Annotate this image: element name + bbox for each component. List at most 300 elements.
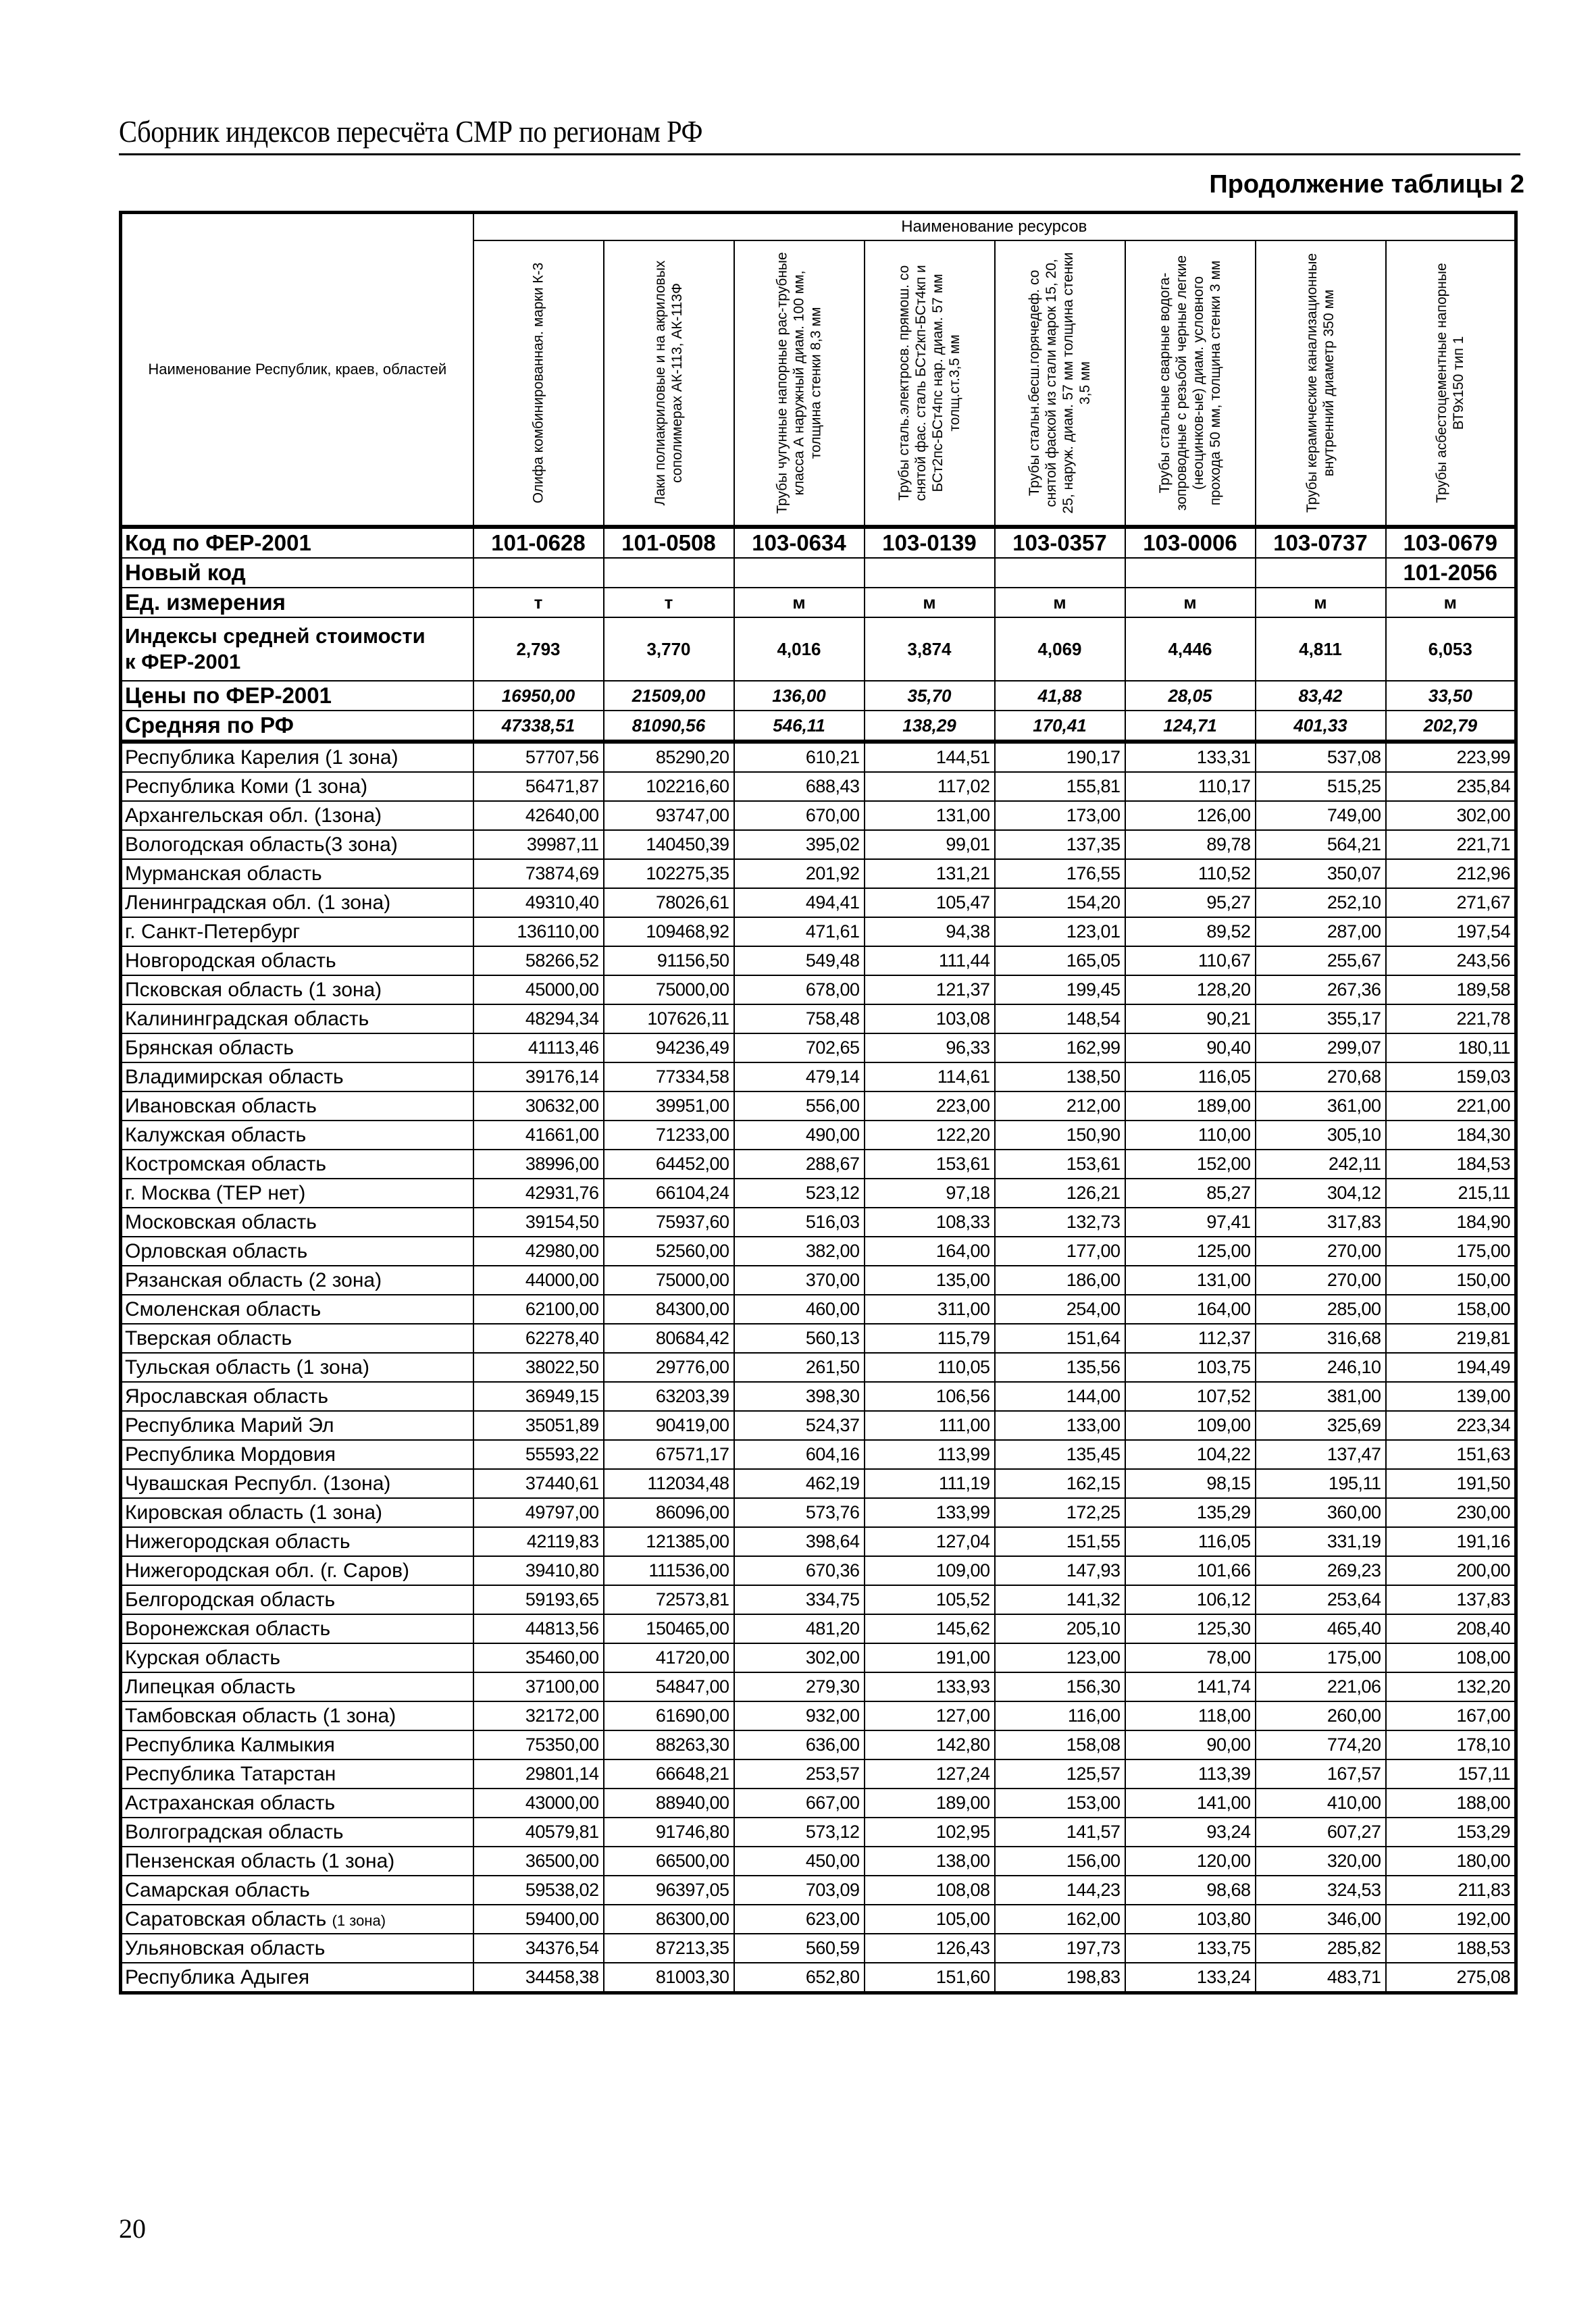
value-cell: 91156,50: [604, 946, 734, 975]
value-cell: 162,00: [995, 1905, 1125, 1934]
units-row: [121, 588, 1516, 617]
value-cell: 175,00: [1386, 1237, 1516, 1266]
value-cell: 112,37: [1125, 1324, 1256, 1353]
table-row: [121, 1353, 1516, 1382]
table-row: [121, 1091, 1516, 1121]
value-cell: 39951,00: [604, 1091, 734, 1121]
value-cell: 93,24: [1125, 1818, 1256, 1847]
value-cell: 127,24: [865, 1759, 995, 1789]
value-cell: 117,02: [865, 772, 995, 801]
value-cell: 35460,00: [473, 1643, 604, 1672]
value-cell: 86096,00: [604, 1498, 734, 1527]
fer-code-row-cell: 103-0737: [1256, 527, 1386, 558]
region-name: г. Санкт-Петербург: [125, 920, 301, 943]
value-cell: 66500,00: [604, 1847, 734, 1876]
value-cell: 299,07: [1256, 1033, 1386, 1062]
value-cell: 137,83: [1386, 1585, 1516, 1614]
value-cell: 325,69: [1256, 1411, 1386, 1440]
value-cell: 151,63: [1386, 1440, 1516, 1469]
region-name: Саратовская область: [125, 1907, 327, 1930]
index-label-line1: Индексы средней стоимости: [125, 624, 426, 648]
value-cell: 670,36: [734, 1556, 865, 1585]
value-cell: 29801,14: [473, 1759, 604, 1789]
value-cell: 515,25: [1256, 772, 1386, 801]
region-name-cell: [121, 1179, 473, 1208]
resource-column-header: [1256, 240, 1386, 527]
value-cell: 279,30: [734, 1672, 865, 1701]
region-name: Республика Адыгея: [125, 1965, 310, 1988]
region-name: Ярославская область: [125, 1385, 328, 1408]
value-cell: 116,05: [1125, 1527, 1256, 1556]
units-row-label: Ед. измерения: [121, 588, 473, 617]
value-cell: 75000,00: [604, 975, 734, 1004]
value-cell: 108,08: [865, 1876, 995, 1905]
region-name: Вологодская область(3 зона): [125, 833, 398, 856]
value-cell: 147,93: [995, 1556, 1125, 1585]
value-cell: 483,71: [1256, 1963, 1386, 1993]
value-cell: 39410,80: [473, 1556, 604, 1585]
region-name: г. Москва (ТЕР нет): [125, 1181, 306, 1204]
value-cell: 95,27: [1125, 888, 1256, 917]
value-cell: 180,00: [1386, 1847, 1516, 1876]
value-cell: 131,21: [865, 859, 995, 888]
region-name-cell: [121, 1382, 473, 1411]
value-cell: 113,39: [1125, 1759, 1256, 1789]
value-cell: 40579,81: [473, 1818, 604, 1847]
value-cell: 42931,76: [473, 1179, 604, 1208]
fer-code-row-cell: 103-0679: [1386, 527, 1516, 558]
value-cell: 85,27: [1125, 1179, 1256, 1208]
region-name: Тверская область: [125, 1327, 292, 1349]
region-name-cell: [121, 1033, 473, 1062]
value-cell: 93747,00: [604, 801, 734, 830]
value-cell: 556,00: [734, 1091, 865, 1121]
resource-column-header-text: Трубы сталь.электросв. прямош. со снятой фас. сталь БСт2кп-БСт4кп и БСт2пс-БСт4пс нар. диам. 57 мм толщ.ст.3,5 мм: [896, 265, 962, 501]
resource-column-header-text: Трубы керамические канализационные внутренний диаметр 350 мм: [1304, 253, 1337, 513]
value-cell: 87213,35: [604, 1934, 734, 1963]
value-cell: 137,35: [995, 830, 1125, 859]
value-cell: 121,37: [865, 975, 995, 1004]
table-row: [121, 1789, 1516, 1818]
region-name-cell: [121, 1789, 473, 1818]
value-cell: 136110,00: [473, 917, 604, 946]
value-cell: 242,11: [1256, 1150, 1386, 1179]
value-cell: 636,00: [734, 1730, 865, 1759]
value-cell: 133,93: [865, 1672, 995, 1701]
value-cell: 111,44: [865, 946, 995, 975]
table-row: [121, 830, 1516, 859]
value-cell: 135,45: [995, 1440, 1125, 1469]
value-cell: 188,53: [1386, 1934, 1516, 1963]
new-code-row-cell: [473, 558, 604, 588]
new-code-row-cell: [734, 558, 865, 588]
region-name-cell: [121, 1266, 473, 1295]
value-cell: 81003,30: [604, 1963, 734, 1993]
fer-price-row-cell: 35,70: [865, 681, 995, 711]
value-cell: 156,30: [995, 1672, 1125, 1701]
value-cell: 142,80: [865, 1730, 995, 1759]
value-cell: 270,00: [1256, 1237, 1386, 1266]
value-cell: 98,15: [1125, 1469, 1256, 1498]
index-row-cell: 6,053: [1386, 617, 1516, 681]
value-cell: 494,41: [734, 888, 865, 917]
value-cell: 151,60: [865, 1963, 995, 1993]
value-cell: 270,68: [1256, 1062, 1386, 1091]
value-cell: 36500,00: [473, 1847, 604, 1876]
value-cell: 165,05: [995, 946, 1125, 975]
value-cell: 192,00: [1386, 1905, 1516, 1934]
table-row: [121, 1730, 1516, 1759]
average-rf-row-cell: 47338,51: [473, 711, 604, 742]
value-cell: 410,00: [1256, 1789, 1386, 1818]
value-cell: 331,19: [1256, 1527, 1386, 1556]
value-cell: 215,11: [1386, 1179, 1516, 1208]
value-cell: 99,01: [865, 830, 995, 859]
region-name-cell: [121, 1643, 473, 1672]
region-name-cell: [121, 1905, 473, 1934]
value-cell: 43000,00: [473, 1789, 604, 1818]
value-cell: 287,00: [1256, 917, 1386, 946]
value-cell: 932,00: [734, 1701, 865, 1730]
region-name: Липецкая область: [125, 1675, 296, 1698]
resource-column-header: [1125, 240, 1256, 527]
table-row: [121, 1150, 1516, 1179]
value-cell: 549,48: [734, 946, 865, 975]
value-cell: 57707,56: [473, 742, 604, 772]
value-cell: 110,17: [1125, 772, 1256, 801]
value-cell: 75000,00: [604, 1266, 734, 1295]
fer-price-row-cell: 21509,00: [604, 681, 734, 711]
value-cell: 126,43: [865, 1934, 995, 1963]
value-cell: 77334,58: [604, 1062, 734, 1091]
value-cell: 34376,54: [473, 1934, 604, 1963]
value-cell: 109,00: [865, 1556, 995, 1585]
value-cell: 148,54: [995, 1004, 1125, 1033]
value-cell: 131,00: [1125, 1266, 1256, 1295]
value-cell: 177,00: [995, 1237, 1125, 1266]
value-cell: 219,81: [1386, 1324, 1516, 1353]
value-cell: 37100,00: [473, 1672, 604, 1701]
value-cell: 199,45: [995, 975, 1125, 1004]
value-cell: 41661,00: [473, 1121, 604, 1150]
region-name: Мурманская область: [125, 862, 322, 885]
region-name: Псковская область (1 зона): [125, 978, 382, 1001]
value-cell: 167,57: [1256, 1759, 1386, 1789]
region-name: Московская область: [125, 1210, 317, 1233]
index-row-cell: 2,793: [473, 617, 604, 681]
region-name-cell: [121, 1004, 473, 1033]
fer-code-row: [121, 527, 1516, 558]
table-row: [121, 1062, 1516, 1091]
value-cell: 211,83: [1386, 1876, 1516, 1905]
value-cell: 200,00: [1386, 1556, 1516, 1585]
region-name-cell: [121, 1818, 473, 1847]
resource-column-header: [473, 240, 604, 527]
index-row-cell: 4,446: [1125, 617, 1256, 681]
value-cell: 317,83: [1256, 1208, 1386, 1237]
units-row-cell: т: [473, 588, 604, 617]
value-cell: 164,00: [1125, 1295, 1256, 1324]
value-cell: 153,61: [995, 1150, 1125, 1179]
region-name: Республика Марий Эл: [125, 1414, 334, 1437]
region-name-cell: [121, 1469, 473, 1498]
value-cell: 184,90: [1386, 1208, 1516, 1237]
value-cell: 62100,00: [473, 1295, 604, 1324]
region-name: Брянская область: [125, 1036, 294, 1059]
value-cell: 189,00: [865, 1789, 995, 1818]
table-row: [121, 742, 1516, 772]
region-name: Калининградская область: [125, 1007, 369, 1030]
value-cell: 678,00: [734, 975, 865, 1004]
value-cell: 191,00: [865, 1643, 995, 1672]
index-row-label: [121, 617, 473, 681]
region-name: Нижегородская обл. (г. Саров): [125, 1559, 410, 1582]
value-cell: 67571,17: [604, 1440, 734, 1469]
value-cell: 58266,52: [473, 946, 604, 975]
value-cell: 270,00: [1256, 1266, 1386, 1295]
region-name-cell: [121, 888, 473, 917]
value-cell: 90,21: [1125, 1004, 1256, 1033]
region-name: Смоленская область: [125, 1297, 321, 1320]
value-cell: 175,00: [1256, 1643, 1386, 1672]
table-row: [121, 1208, 1516, 1237]
index-row-cell: 4,016: [734, 617, 865, 681]
value-cell: 154,20: [995, 888, 1125, 917]
value-cell: 120,00: [1125, 1847, 1256, 1876]
index-row-cell: 3,874: [865, 617, 995, 681]
region-name: Ленинградская обл. (1 зона): [125, 891, 391, 914]
average-rf-row-label: Средняя по РФ: [121, 711, 473, 742]
value-cell: 116,05: [1125, 1062, 1256, 1091]
region-name-cell: [121, 975, 473, 1004]
value-cell: 305,10: [1256, 1121, 1386, 1150]
resource-column-header-text: Олифа комбинированная. марки К-3: [530, 262, 546, 504]
value-cell: 96,33: [865, 1033, 995, 1062]
value-cell: 97,41: [1125, 1208, 1256, 1237]
value-cell: 688,43: [734, 772, 865, 801]
value-cell: 150465,00: [604, 1614, 734, 1643]
resource-column-header: [1386, 240, 1516, 527]
region-name: Тульская область (1 зона): [125, 1356, 369, 1379]
value-cell: 667,00: [734, 1789, 865, 1818]
value-cell: 253,57: [734, 1759, 865, 1789]
value-cell: 90,00: [1125, 1730, 1256, 1759]
region-name-cell: [121, 1498, 473, 1527]
value-cell: 285,00: [1256, 1295, 1386, 1324]
resource-column-header-text: Трубы асбестоцементные напорные ВТ9х150 тип 1: [1434, 263, 1467, 503]
table-row: [121, 1847, 1516, 1876]
table-row: [121, 859, 1516, 888]
value-cell: 212,00: [995, 1091, 1125, 1121]
value-cell: 103,75: [1125, 1353, 1256, 1382]
value-cell: 110,05: [865, 1353, 995, 1382]
value-cell: 382,00: [734, 1237, 865, 1266]
table-row: [121, 1324, 1516, 1353]
value-cell: 223,34: [1386, 1411, 1516, 1440]
average-rf-row: [121, 711, 1516, 742]
table-row: [121, 1382, 1516, 1411]
region-name-cell: [121, 1150, 473, 1179]
resource-column-header-text: Лаки полиакриловые и на акриловых сополимерах АК-113, АК-113Ф: [652, 260, 685, 506]
region-name: Калужская область: [125, 1123, 307, 1146]
value-cell: 524,37: [734, 1411, 865, 1440]
value-cell: 189,58: [1386, 975, 1516, 1004]
units-row-cell: м: [865, 588, 995, 617]
value-cell: 44813,56: [473, 1614, 604, 1643]
average-rf-row-cell: 170,41: [995, 711, 1125, 742]
index-row: [121, 617, 1516, 681]
region-name-cell: [121, 1585, 473, 1614]
value-cell: 90,40: [1125, 1033, 1256, 1062]
value-cell: 39987,11: [473, 830, 604, 859]
value-cell: 316,68: [1256, 1324, 1386, 1353]
value-cell: 670,00: [734, 801, 865, 830]
table-row: [121, 801, 1516, 830]
value-cell: 45000,00: [473, 975, 604, 1004]
table-row: [121, 1818, 1516, 1847]
value-cell: 223,99: [1386, 742, 1516, 772]
fer-code-row-cell: 103-0139: [865, 527, 995, 558]
value-cell: 56471,87: [473, 772, 604, 801]
value-cell: 133,75: [1125, 1934, 1256, 1963]
value-cell: 302,00: [734, 1643, 865, 1672]
fer-price-row-cell: 83,42: [1256, 681, 1386, 711]
resource-column-header-text: Трубы стальные сварные водога-зопроводные с резьбой черные легкие (неоцинков-ые) диам. условного прохода 50 мм, толщина стенки 3 мм: [1157, 255, 1223, 511]
value-cell: 194,49: [1386, 1353, 1516, 1382]
value-cell: 101,66: [1125, 1556, 1256, 1585]
region-name: Республика Карелия (1 зона): [125, 746, 398, 769]
value-cell: 208,40: [1386, 1614, 1516, 1643]
value-cell: 302,00: [1386, 801, 1516, 830]
region-name: Астраханская область: [125, 1791, 336, 1814]
table-row: [121, 975, 1516, 1004]
value-cell: 111,19: [865, 1469, 995, 1498]
value-cell: 89,78: [1125, 830, 1256, 859]
average-rf-row-cell: 124,71: [1125, 711, 1256, 742]
value-cell: 135,56: [995, 1353, 1125, 1382]
region-name: Кировская область (1 зона): [125, 1501, 383, 1524]
value-cell: 140450,39: [604, 830, 734, 859]
value-cell: 110,67: [1125, 946, 1256, 975]
value-cell: 158,00: [1386, 1295, 1516, 1324]
value-cell: 113,99: [865, 1440, 995, 1469]
fer-code-row-cell: 101-0508: [604, 527, 734, 558]
value-cell: 84300,00: [604, 1295, 734, 1324]
value-cell: 184,53: [1386, 1150, 1516, 1179]
value-cell: 151,64: [995, 1324, 1125, 1353]
value-cell: 153,00: [995, 1789, 1125, 1818]
table-row: [121, 1411, 1516, 1440]
value-cell: 178,10: [1386, 1730, 1516, 1759]
value-cell: 122,20: [865, 1121, 995, 1150]
table-row: [121, 1614, 1516, 1643]
value-cell: 102275,35: [604, 859, 734, 888]
value-cell: 235,84: [1386, 772, 1516, 801]
value-cell: 460,00: [734, 1295, 865, 1324]
value-cell: 275,08: [1386, 1963, 1516, 1993]
region-name: Ивановская область: [125, 1094, 317, 1117]
value-cell: 110,00: [1125, 1121, 1256, 1150]
region-zone-note: (1 зона): [332, 1911, 386, 1929]
value-cell: 153,61: [865, 1150, 995, 1179]
region-name: Рязанская область (2 зона): [125, 1268, 382, 1291]
value-cell: 198,83: [995, 1963, 1125, 1993]
region-name: Новгородская область: [125, 949, 336, 972]
value-cell: 102,95: [865, 1818, 995, 1847]
value-cell: 141,57: [995, 1818, 1125, 1847]
table-row: [121, 1556, 1516, 1585]
region-name-cell: [121, 1208, 473, 1237]
value-cell: 141,00: [1125, 1789, 1256, 1818]
index-row-cell: 3,770: [604, 617, 734, 681]
value-cell: 114,61: [865, 1062, 995, 1091]
table-row: [121, 1295, 1516, 1324]
value-cell: 125,00: [1125, 1237, 1256, 1266]
value-cell: 135,00: [865, 1266, 995, 1295]
units-row-cell: т: [604, 588, 734, 617]
value-cell: 271,67: [1386, 888, 1516, 917]
value-cell: 126,21: [995, 1179, 1125, 1208]
value-cell: 324,53: [1256, 1876, 1386, 1905]
new-code-row-label: Новый код: [121, 558, 473, 588]
value-cell: 186,00: [995, 1266, 1125, 1295]
value-cell: 450,00: [734, 1847, 865, 1876]
value-cell: 774,20: [1256, 1730, 1386, 1759]
value-cell: 137,47: [1256, 1440, 1386, 1469]
table-row: [121, 772, 1516, 801]
region-name-cell: [121, 830, 473, 859]
units-row-cell: м: [1125, 588, 1256, 617]
value-cell: 125,30: [1125, 1614, 1256, 1643]
fer-price-row-cell: 41,88: [995, 681, 1125, 711]
value-cell: 139,00: [1386, 1382, 1516, 1411]
value-cell: 72573,81: [604, 1585, 734, 1614]
value-cell: 128,20: [1125, 975, 1256, 1004]
table-row: [121, 1934, 1516, 1963]
value-cell: 44000,00: [473, 1266, 604, 1295]
value-cell: 623,00: [734, 1905, 865, 1934]
units-row-cell: м: [995, 588, 1125, 617]
value-cell: 221,00: [1386, 1091, 1516, 1121]
value-cell: 573,76: [734, 1498, 865, 1527]
value-cell: 123,01: [995, 917, 1125, 946]
value-cell: 150,00: [1386, 1266, 1516, 1295]
value-cell: 462,19: [734, 1469, 865, 1498]
new-code-row-cell: 101-2056: [1386, 558, 1516, 588]
value-cell: 490,00: [734, 1121, 865, 1150]
value-cell: 37440,61: [473, 1469, 604, 1498]
value-cell: 108,00: [1386, 1643, 1516, 1672]
units-row-cell: м: [1386, 588, 1516, 617]
value-cell: 144,00: [995, 1382, 1125, 1411]
region-name-cell: [121, 1411, 473, 1440]
units-row-cell: м: [1256, 588, 1386, 617]
value-cell: 105,00: [865, 1905, 995, 1934]
value-cell: 85290,20: [604, 742, 734, 772]
value-cell: 350,07: [1256, 859, 1386, 888]
region-column-header: Наименование Республик, краев, областей: [121, 213, 473, 528]
region-name: Орловская область: [125, 1239, 308, 1262]
value-cell: 55593,22: [473, 1440, 604, 1469]
table-continuation-label: Продолжение таблицы 2: [1209, 170, 1524, 199]
value-cell: 115,79: [865, 1324, 995, 1353]
value-cell: 80684,42: [604, 1324, 734, 1353]
value-cell: 63203,39: [604, 1382, 734, 1411]
value-cell: 78,00: [1125, 1643, 1256, 1672]
value-cell: 110,52: [1125, 859, 1256, 888]
units-row-cell: м: [734, 588, 865, 617]
value-cell: 106,12: [1125, 1585, 1256, 1614]
